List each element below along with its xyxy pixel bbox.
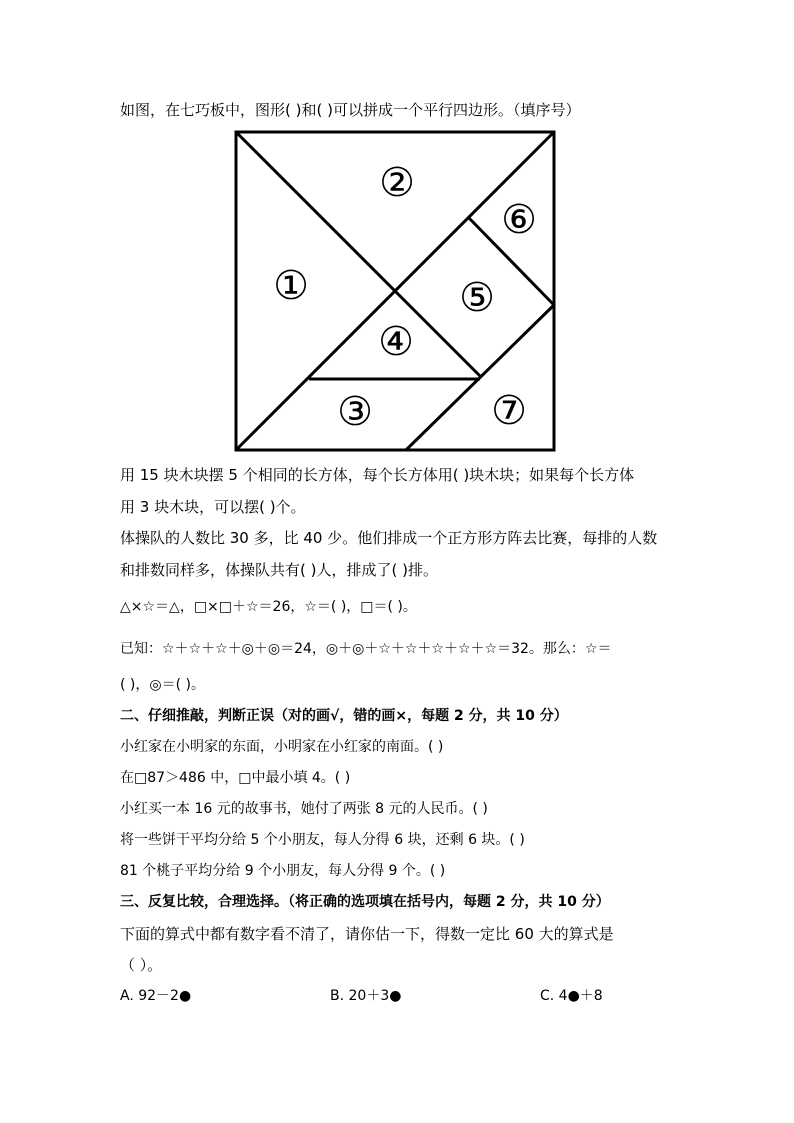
judge-item-4: 将一些饼干平均分给 5 个小朋友，每人分得 6 块，还剩 6 块。( )	[120, 832, 525, 848]
tangram-label-1: ①	[273, 263, 309, 309]
question-blocks-line-2: 用 3 块木块，可以摆( )个。	[120, 498, 306, 516]
tangram-figure	[234, 130, 558, 454]
question-choice-line-2: （ ）。	[120, 956, 163, 974]
section-2-title: 二、仔细推敲，判断正误（对的画√，错的画×，每题 2 分，共 10 分）	[120, 708, 568, 724]
judge-item-5: 81 个桃子平均分给 9 个小朋友，每人分得 9 个。( )	[120, 863, 446, 879]
question-choice-line-1: 下面的算式中都有数字看不清了，请你估一下，得数一定比 60 大的算式是	[120, 925, 614, 943]
tangram-label-4: ④	[378, 319, 414, 365]
tangram-label-5: ⑤	[459, 275, 495, 321]
question-known-line-2: ( )，◎＝( )。	[120, 677, 205, 693]
question-blocks-line-1: 用 15 块木块摆 5 个相同的长方体，每个长方体用( )块木块；如果每个长方体	[120, 466, 635, 484]
tangram-label-7: ⑦	[491, 388, 527, 434]
question-team-line-1: 体操队的人数比 30 多，比 40 少。他们排成一个正方形方阵去比赛，每排的人数	[120, 529, 658, 547]
option-c: C. 4●＋8	[540, 988, 603, 1004]
judge-item-3: 小红买一本 16 元的故事书，她付了两张 8 元的人民币。( )	[120, 801, 488, 817]
option-a: A. 92－2●	[120, 988, 192, 1004]
question-team-line-2: 和排数同样多，体操队共有( )人，排成了( )排。	[120, 561, 438, 579]
tangram-label-6: ⑥	[501, 197, 537, 243]
tangram-label-3: ③	[337, 389, 373, 435]
judge-item-2: 在□87＞486 中，□中最小填 4。( )	[120, 770, 351, 786]
section-3-title: 三、反复比较，合理选择。（将正确的选项填在括号内，每题 2 分，共 10 分）	[120, 894, 610, 910]
option-b: B. 20＋3●	[330, 988, 402, 1004]
judge-item-1: 小红家在小明家的东面，小明家在小红家的南面。( )	[120, 739, 444, 755]
question-tangram: 如图，在七巧板中，图形( )和( )可以拼成一个平行四边形。（填序号）	[120, 101, 581, 119]
tangram-line	[236, 132, 395, 291]
question-known-line-1: 已知：☆＋☆＋☆＋◎＋◎＝24，◎＋◎＋☆＋☆＋☆＋☆＋☆＝32。那么：☆＝	[120, 641, 612, 657]
question-symbols: △×☆＝△，□×□＋☆＝26，☆＝( )，□＝( )。	[120, 599, 417, 615]
tangram-label-2: ②	[379, 160, 415, 206]
